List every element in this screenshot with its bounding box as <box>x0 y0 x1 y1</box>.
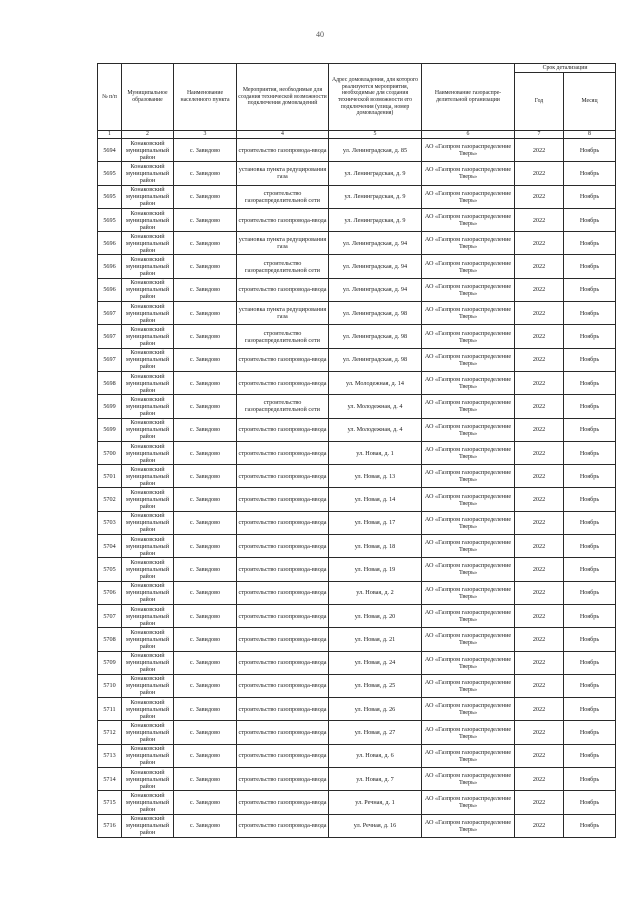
organization-cell: АО «Газпром газораспределение Тверь» <box>422 418 515 441</box>
month-cell: Ноябрь <box>564 208 616 231</box>
column-number: 6 <box>422 131 515 139</box>
table-row <box>98 698 616 721</box>
year-cell: 2022 <box>515 255 564 278</box>
measure-cell: строительство газопровода-ввода <box>237 418 329 441</box>
year-cell: 2022 <box>515 581 564 604</box>
row-number: 5705 <box>98 558 122 581</box>
row-number: 5708 <box>98 628 122 651</box>
year-cell: 2022 <box>515 325 564 348</box>
address-cell: ул. Ленинградская, д. 9 <box>329 208 422 231</box>
settlement-cell: с. Завидово <box>174 465 237 488</box>
table-row <box>98 674 616 697</box>
address-cell: ул. Ленинградская, д. 94 <box>329 255 422 278</box>
settlement-cell: с. Завидово <box>174 302 237 325</box>
row-number: 5712 <box>98 721 122 744</box>
month-cell: Ноябрь <box>564 465 616 488</box>
column-number: 8 <box>564 131 616 139</box>
municipality-cell: Конаковский муниципальный район <box>122 628 174 651</box>
settlement-cell: с. Завидово <box>174 791 237 814</box>
year-cell: 2022 <box>515 744 564 767</box>
measure-cell: строительство газопровода-ввода <box>237 558 329 581</box>
address-cell: ул. Новая, д. 1 <box>329 441 422 464</box>
measure-cell: строительство газопровода-ввода <box>237 721 329 744</box>
column-number: 3 <box>174 131 237 139</box>
measure-cell: строительство газораспределительной сети <box>237 185 329 208</box>
address-cell: ул. Речная, д. 16 <box>329 814 422 837</box>
address-cell: ул. Новая, д. 2 <box>329 581 422 604</box>
month-cell: Ноябрь <box>564 698 616 721</box>
measure-cell: строительство газопровода-ввода <box>237 348 329 371</box>
row-number: 5706 <box>98 581 122 604</box>
row-number: 5714 <box>98 768 122 791</box>
table-row <box>98 511 616 534</box>
organization-cell: АО «Газпром газораспределение Тверь» <box>422 511 515 534</box>
measure-cell: строительство газопровода-ввода <box>237 814 329 837</box>
table-row <box>98 651 616 674</box>
month-cell: Ноябрь <box>564 162 616 185</box>
municipality-cell: Конаковский муниципальный район <box>122 721 174 744</box>
header-group-deadline: Срок детализации <box>515 64 616 73</box>
settlement-cell: с. Завидово <box>174 208 237 231</box>
row-number: 5696 <box>98 255 122 278</box>
municipality-cell: Конаковский муниципальный район <box>122 185 174 208</box>
header-col-1: № п/п <box>98 64 122 131</box>
column-number: 5 <box>329 131 422 139</box>
municipality-cell: Конаковский муниципальный район <box>122 674 174 697</box>
row-number: 5709 <box>98 651 122 674</box>
organization-cell: АО «Газпром газораспределение Тверь» <box>422 278 515 301</box>
table-row <box>98 139 616 162</box>
address-cell: ул. Новая, д. 20 <box>329 604 422 627</box>
organization-cell: АО «Газпром газораспределение Тверь» <box>422 628 515 651</box>
row-number: 5711 <box>98 698 122 721</box>
settlement-cell: с. Завидово <box>174 232 237 255</box>
year-cell: 2022 <box>515 511 564 534</box>
address-cell: ул. Молодежная, д. 14 <box>329 371 422 394</box>
table-row <box>98 208 616 231</box>
column-number: 4 <box>237 131 329 139</box>
address-cell: ул. Новая, д. 6 <box>329 744 422 767</box>
settlement-cell: с. Завидово <box>174 395 237 418</box>
header-col-7: Год <box>515 73 564 131</box>
year-cell: 2022 <box>515 395 564 418</box>
organization-cell: АО «Газпром газораспределение Тверь» <box>422 232 515 255</box>
year-cell: 2022 <box>515 185 564 208</box>
organization-cell: АО «Газпром газораспределение Тверь» <box>422 395 515 418</box>
year-cell: 2022 <box>515 488 564 511</box>
address-cell: ул. Новая, д. 17 <box>329 511 422 534</box>
table-row <box>98 395 616 418</box>
month-cell: Ноябрь <box>564 581 616 604</box>
municipality-cell: Конаковский муниципальный район <box>122 511 174 534</box>
table-row <box>98 185 616 208</box>
row-number: 5716 <box>98 814 122 837</box>
month-cell: Ноябрь <box>564 395 616 418</box>
year-cell: 2022 <box>515 674 564 697</box>
row-number: 5707 <box>98 604 122 627</box>
measure-cell: строительство газопровода-ввода <box>237 511 329 534</box>
row-number: 5713 <box>98 744 122 767</box>
municipality-cell: Конаковский муниципальный район <box>122 535 174 558</box>
settlement-cell: с. Завидово <box>174 581 237 604</box>
month-cell: Ноябрь <box>564 744 616 767</box>
municipality-cell: Конаковский муниципальный район <box>122 208 174 231</box>
settlement-cell: с. Завидово <box>174 604 237 627</box>
column-number: 7 <box>515 131 564 139</box>
row-number: 5700 <box>98 441 122 464</box>
month-cell: Ноябрь <box>564 139 616 162</box>
row-number: 5701 <box>98 465 122 488</box>
table-body <box>98 139 616 838</box>
measure-cell: строительство газопровода-ввода <box>237 371 329 394</box>
municipality-cell: Конаковский муниципальный район <box>122 651 174 674</box>
row-number: 5699 <box>98 395 122 418</box>
table-row <box>98 418 616 441</box>
table-row <box>98 581 616 604</box>
measure-cell: строительство газопровода-ввода <box>237 441 329 464</box>
table-row <box>98 255 616 278</box>
address-cell: ул. Молодежная, д. 4 <box>329 418 422 441</box>
month-cell: Ноябрь <box>564 674 616 697</box>
year-cell: 2022 <box>515 814 564 837</box>
table-row <box>98 814 616 837</box>
month-cell: Ноябрь <box>564 628 616 651</box>
measure-cell: установка пункта редуцирования газа <box>237 302 329 325</box>
column-number: 1 <box>98 131 122 139</box>
address-cell: ул. Новая, д. 19 <box>329 558 422 581</box>
measure-cell: установка пункта редуцирования газа <box>237 162 329 185</box>
organization-cell: АО «Газпром газораспределение Тверь» <box>422 674 515 697</box>
settlement-cell: с. Завидово <box>174 441 237 464</box>
measure-cell: строительство газопровода-ввода <box>237 744 329 767</box>
measure-cell: строительство газопровода-ввода <box>237 604 329 627</box>
address-cell: ул. Ленинградская, д. 94 <box>329 278 422 301</box>
settlement-cell: с. Завидово <box>174 325 237 348</box>
address-cell: ул. Ленинградская, д. 85 <box>329 139 422 162</box>
settlement-cell: с. Завидово <box>174 255 237 278</box>
row-number: 5715 <box>98 791 122 814</box>
organization-cell: АО «Газпром газораспределение Тверь» <box>422 651 515 674</box>
municipality-cell: Конаковский муниципальный район <box>122 581 174 604</box>
month-cell: Ноябрь <box>564 791 616 814</box>
address-cell: ул. Ленинградская, д. 9 <box>329 162 422 185</box>
year-cell: 2022 <box>515 535 564 558</box>
year-cell: 2022 <box>515 628 564 651</box>
address-cell: ул. Новая, д. 18 <box>329 535 422 558</box>
month-cell: Ноябрь <box>564 418 616 441</box>
row-number: 5697 <box>98 325 122 348</box>
organization-cell: АО «Газпром газораспределение Тверь» <box>422 581 515 604</box>
header-col-5: Адрес домовладения, для которого реализуются мероприятия, необходимые для создания технической возможности его подключения (улица, номер домовладения) <box>329 64 422 131</box>
row-number: 5695 <box>98 208 122 231</box>
table-row <box>98 558 616 581</box>
address-cell: ул. Новая, д. 26 <box>329 698 422 721</box>
address-cell: ул. Ленинградская, д. 98 <box>329 348 422 371</box>
measure-cell: строительство газопровода-ввода <box>237 698 329 721</box>
year-cell: 2022 <box>515 162 564 185</box>
organization-cell: АО «Газпром газораспределение Тверь» <box>422 441 515 464</box>
table-row <box>98 744 616 767</box>
row-number: 5695 <box>98 185 122 208</box>
municipality-cell: Конаковский муниципальный район <box>122 395 174 418</box>
settlement-cell: с. Завидово <box>174 768 237 791</box>
year-cell: 2022 <box>515 768 564 791</box>
table-row <box>98 441 616 464</box>
row-number: 5696 <box>98 278 122 301</box>
municipality-cell: Конаковский муниципальный район <box>122 744 174 767</box>
address-cell: ул. Новая, д. 21 <box>329 628 422 651</box>
organization-cell: АО «Газпром газораспределение Тверь» <box>422 302 515 325</box>
year-cell: 2022 <box>515 278 564 301</box>
month-cell: Ноябрь <box>564 768 616 791</box>
gasification-table <box>97 63 616 838</box>
year-cell: 2022 <box>515 651 564 674</box>
measure-cell: строительство газопровода-ввода <box>237 768 329 791</box>
measure-cell: строительство газопровода-ввода <box>237 139 329 162</box>
organization-cell: АО «Газпром газораспределение Тверь» <box>422 814 515 837</box>
measure-cell: строительство газопровода-ввода <box>237 581 329 604</box>
organization-cell: АО «Газпром газораспределение Тверь» <box>422 325 515 348</box>
year-cell: 2022 <box>515 348 564 371</box>
month-cell: Ноябрь <box>564 325 616 348</box>
organization-cell: АО «Газпром газораспределение Тверь» <box>422 604 515 627</box>
year-cell: 2022 <box>515 441 564 464</box>
row-number: 5703 <box>98 511 122 534</box>
address-cell: ул. Речная, д. 1 <box>329 791 422 814</box>
municipality-cell: Конаковский муниципальный район <box>122 348 174 371</box>
month-cell: Ноябрь <box>564 232 616 255</box>
table-row <box>98 371 616 394</box>
table-row <box>98 348 616 371</box>
settlement-cell: с. Завидово <box>174 371 237 394</box>
organization-cell: АО «Газпром газораспределение Тверь» <box>422 791 515 814</box>
settlement-cell: с. Завидово <box>174 674 237 697</box>
row-number: 5696 <box>98 232 122 255</box>
municipality-cell: Конаковский муниципальный район <box>122 278 174 301</box>
month-cell: Ноябрь <box>564 255 616 278</box>
address-cell: ул. Ленинградская, д. 94 <box>329 232 422 255</box>
year-cell: 2022 <box>515 721 564 744</box>
month-cell: Ноябрь <box>564 651 616 674</box>
measure-cell: строительство газопровода-ввода <box>237 791 329 814</box>
row-number: 5694 <box>98 139 122 162</box>
organization-cell: АО «Газпром газораспределение Тверь» <box>422 185 515 208</box>
municipality-cell: Конаковский муниципальный район <box>122 791 174 814</box>
header-col-8: Месяц <box>564 73 616 131</box>
address-cell: ул. Ленинградская, д. 98 <box>329 302 422 325</box>
organization-cell: АО «Газпром газораспределение Тверь» <box>422 162 515 185</box>
municipality-cell: Конаковский муниципальный район <box>122 465 174 488</box>
organization-cell: АО «Газпром газораспределение Тверь» <box>422 371 515 394</box>
row-number: 5702 <box>98 488 122 511</box>
month-cell: Ноябрь <box>564 511 616 534</box>
month-cell: Ноябрь <box>564 814 616 837</box>
settlement-cell: с. Завидово <box>174 721 237 744</box>
municipality-cell: Конаковский муниципальный район <box>122 371 174 394</box>
measure-cell: строительство газопровода-ввода <box>237 628 329 651</box>
row-number: 5710 <box>98 674 122 697</box>
table-row <box>98 325 616 348</box>
address-cell: ул. Ленинградская, д. 98 <box>329 325 422 348</box>
header-col-6: Наименование газораспре-делительной организации <box>422 64 515 131</box>
settlement-cell: с. Завидово <box>174 535 237 558</box>
municipality-cell: Конаковский муниципальный район <box>122 814 174 837</box>
municipality-cell: Конаковский муниципальный район <box>122 558 174 581</box>
month-cell: Ноябрь <box>564 488 616 511</box>
settlement-cell: с. Завидово <box>174 628 237 651</box>
municipality-cell: Конаковский муниципальный район <box>122 302 174 325</box>
year-cell: 2022 <box>515 232 564 255</box>
organization-cell: АО «Газпром газораспределение Тверь» <box>422 255 515 278</box>
settlement-cell: с. Завидово <box>174 698 237 721</box>
year-cell: 2022 <box>515 208 564 231</box>
organization-cell: АО «Газпром газораспределение Тверь» <box>422 744 515 767</box>
municipality-cell: Конаковский муниципальный район <box>122 232 174 255</box>
municipality-cell: Конаковский муниципальный район <box>122 162 174 185</box>
month-cell: Ноябрь <box>564 185 616 208</box>
column-number: 2 <box>122 131 174 139</box>
settlement-cell: с. Завидово <box>174 185 237 208</box>
row-number: 5704 <box>98 535 122 558</box>
address-cell: ул. Ленинградская, д. 9 <box>329 185 422 208</box>
measure-cell: строительство газопровода-ввода <box>237 651 329 674</box>
row-number: 5698 <box>98 371 122 394</box>
address-cell: ул. Новая, д. 7 <box>329 768 422 791</box>
municipality-cell: Конаковский муниципальный район <box>122 255 174 278</box>
organization-cell: АО «Газпром газораспределение Тверь» <box>422 348 515 371</box>
table-row <box>98 162 616 185</box>
month-cell: Ноябрь <box>564 441 616 464</box>
measure-cell: строительство газопровода-ввода <box>237 465 329 488</box>
settlement-cell: с. Завидово <box>174 814 237 837</box>
settlement-cell: с. Завидово <box>174 558 237 581</box>
header-col-4: Мероприятия, необходимые для создания технической возможности подключения домовладений <box>237 64 329 131</box>
header-col-3: Наименование населенного пункта <box>174 64 237 131</box>
municipality-cell: Конаковский муниципальный район <box>122 698 174 721</box>
measure-cell: строительство газопровода-ввода <box>237 488 329 511</box>
table-row <box>98 628 616 651</box>
organization-cell: АО «Газпром газораспределение Тверь» <box>422 488 515 511</box>
measure-cell: строительство газораспределительной сети <box>237 395 329 418</box>
table-row <box>98 604 616 627</box>
column-number-row <box>98 131 616 139</box>
municipality-cell: Конаковский муниципальный район <box>122 488 174 511</box>
month-cell: Ноябрь <box>564 535 616 558</box>
table-row <box>98 791 616 814</box>
measure-cell: установка пункта редуцирования газа <box>237 232 329 255</box>
year-cell: 2022 <box>515 465 564 488</box>
settlement-cell: с. Завидово <box>174 162 237 185</box>
year-cell: 2022 <box>515 698 564 721</box>
organization-cell: АО «Газпром газораспределение Тверь» <box>422 768 515 791</box>
settlement-cell: с. Завидово <box>174 348 237 371</box>
organization-cell: АО «Газпром газораспределение Тверь» <box>422 721 515 744</box>
address-cell: ул. Новая, д. 14 <box>329 488 422 511</box>
month-cell: Ноябрь <box>564 348 616 371</box>
year-cell: 2022 <box>515 371 564 394</box>
municipality-cell: Конаковский муниципальный район <box>122 418 174 441</box>
settlement-cell: с. Завидово <box>174 511 237 534</box>
table-row <box>98 488 616 511</box>
month-cell: Ноябрь <box>564 302 616 325</box>
year-cell: 2022 <box>515 418 564 441</box>
row-number: 5699 <box>98 418 122 441</box>
header-col-2: Муниципальное образование <box>122 64 174 131</box>
measure-cell: строительство газораспределительной сети <box>237 325 329 348</box>
table-row <box>98 232 616 255</box>
settlement-cell: с. Завидово <box>174 744 237 767</box>
table-row <box>98 278 616 301</box>
row-number: 5695 <box>98 162 122 185</box>
year-cell: 2022 <box>515 139 564 162</box>
organization-cell: АО «Газпром газораспределение Тверь» <box>422 139 515 162</box>
address-cell: ул. Новая, д. 13 <box>329 465 422 488</box>
municipality-cell: Конаковский муниципальный район <box>122 139 174 162</box>
month-cell: Ноябрь <box>564 278 616 301</box>
table-row <box>98 302 616 325</box>
month-cell: Ноябрь <box>564 721 616 744</box>
year-cell: 2022 <box>515 302 564 325</box>
measure-cell: строительство газопровода-ввода <box>237 535 329 558</box>
year-cell: 2022 <box>515 791 564 814</box>
organization-cell: АО «Газпром газораспределение Тверь» <box>422 698 515 721</box>
table-row <box>98 465 616 488</box>
address-cell: ул. Молодежная, д. 4 <box>329 395 422 418</box>
measure-cell: строительство газопровода-ввода <box>237 208 329 231</box>
municipality-cell: Конаковский муниципальный район <box>122 325 174 348</box>
page-number: 40 <box>316 30 324 39</box>
address-cell: ул. Новая, д. 27 <box>329 721 422 744</box>
organization-cell: АО «Газпром газораспределение Тверь» <box>422 558 515 581</box>
month-cell: Ноябрь <box>564 558 616 581</box>
municipality-cell: Конаковский муниципальный район <box>122 441 174 464</box>
table-row <box>98 721 616 744</box>
settlement-cell: с. Завидово <box>174 488 237 511</box>
month-cell: Ноябрь <box>564 604 616 627</box>
month-cell: Ноябрь <box>564 371 616 394</box>
settlement-cell: с. Завидово <box>174 651 237 674</box>
municipality-cell: Конаковский муниципальный район <box>122 604 174 627</box>
settlement-cell: с. Завидово <box>174 418 237 441</box>
row-number: 5697 <box>98 348 122 371</box>
measure-cell: строительство газопровода-ввода <box>237 278 329 301</box>
measure-cell: строительство газопровода-ввода <box>237 674 329 697</box>
table-row <box>98 535 616 558</box>
row-number: 5697 <box>98 302 122 325</box>
table-row <box>98 768 616 791</box>
organization-cell: АО «Газпром газораспределение Тверь» <box>422 535 515 558</box>
organization-cell: АО «Газпром газораспределение Тверь» <box>422 208 515 231</box>
measure-cell: строительство газораспределительной сети <box>237 255 329 278</box>
year-cell: 2022 <box>515 558 564 581</box>
municipality-cell: Конаковский муниципальный район <box>122 768 174 791</box>
organization-cell: АО «Газпром газораспределение Тверь» <box>422 465 515 488</box>
settlement-cell: с. Завидово <box>174 278 237 301</box>
settlement-cell: с. Завидово <box>174 139 237 162</box>
address-cell: ул. Новая, д. 24 <box>329 651 422 674</box>
address-cell: ул. Новая, д. 25 <box>329 674 422 697</box>
year-cell: 2022 <box>515 604 564 627</box>
